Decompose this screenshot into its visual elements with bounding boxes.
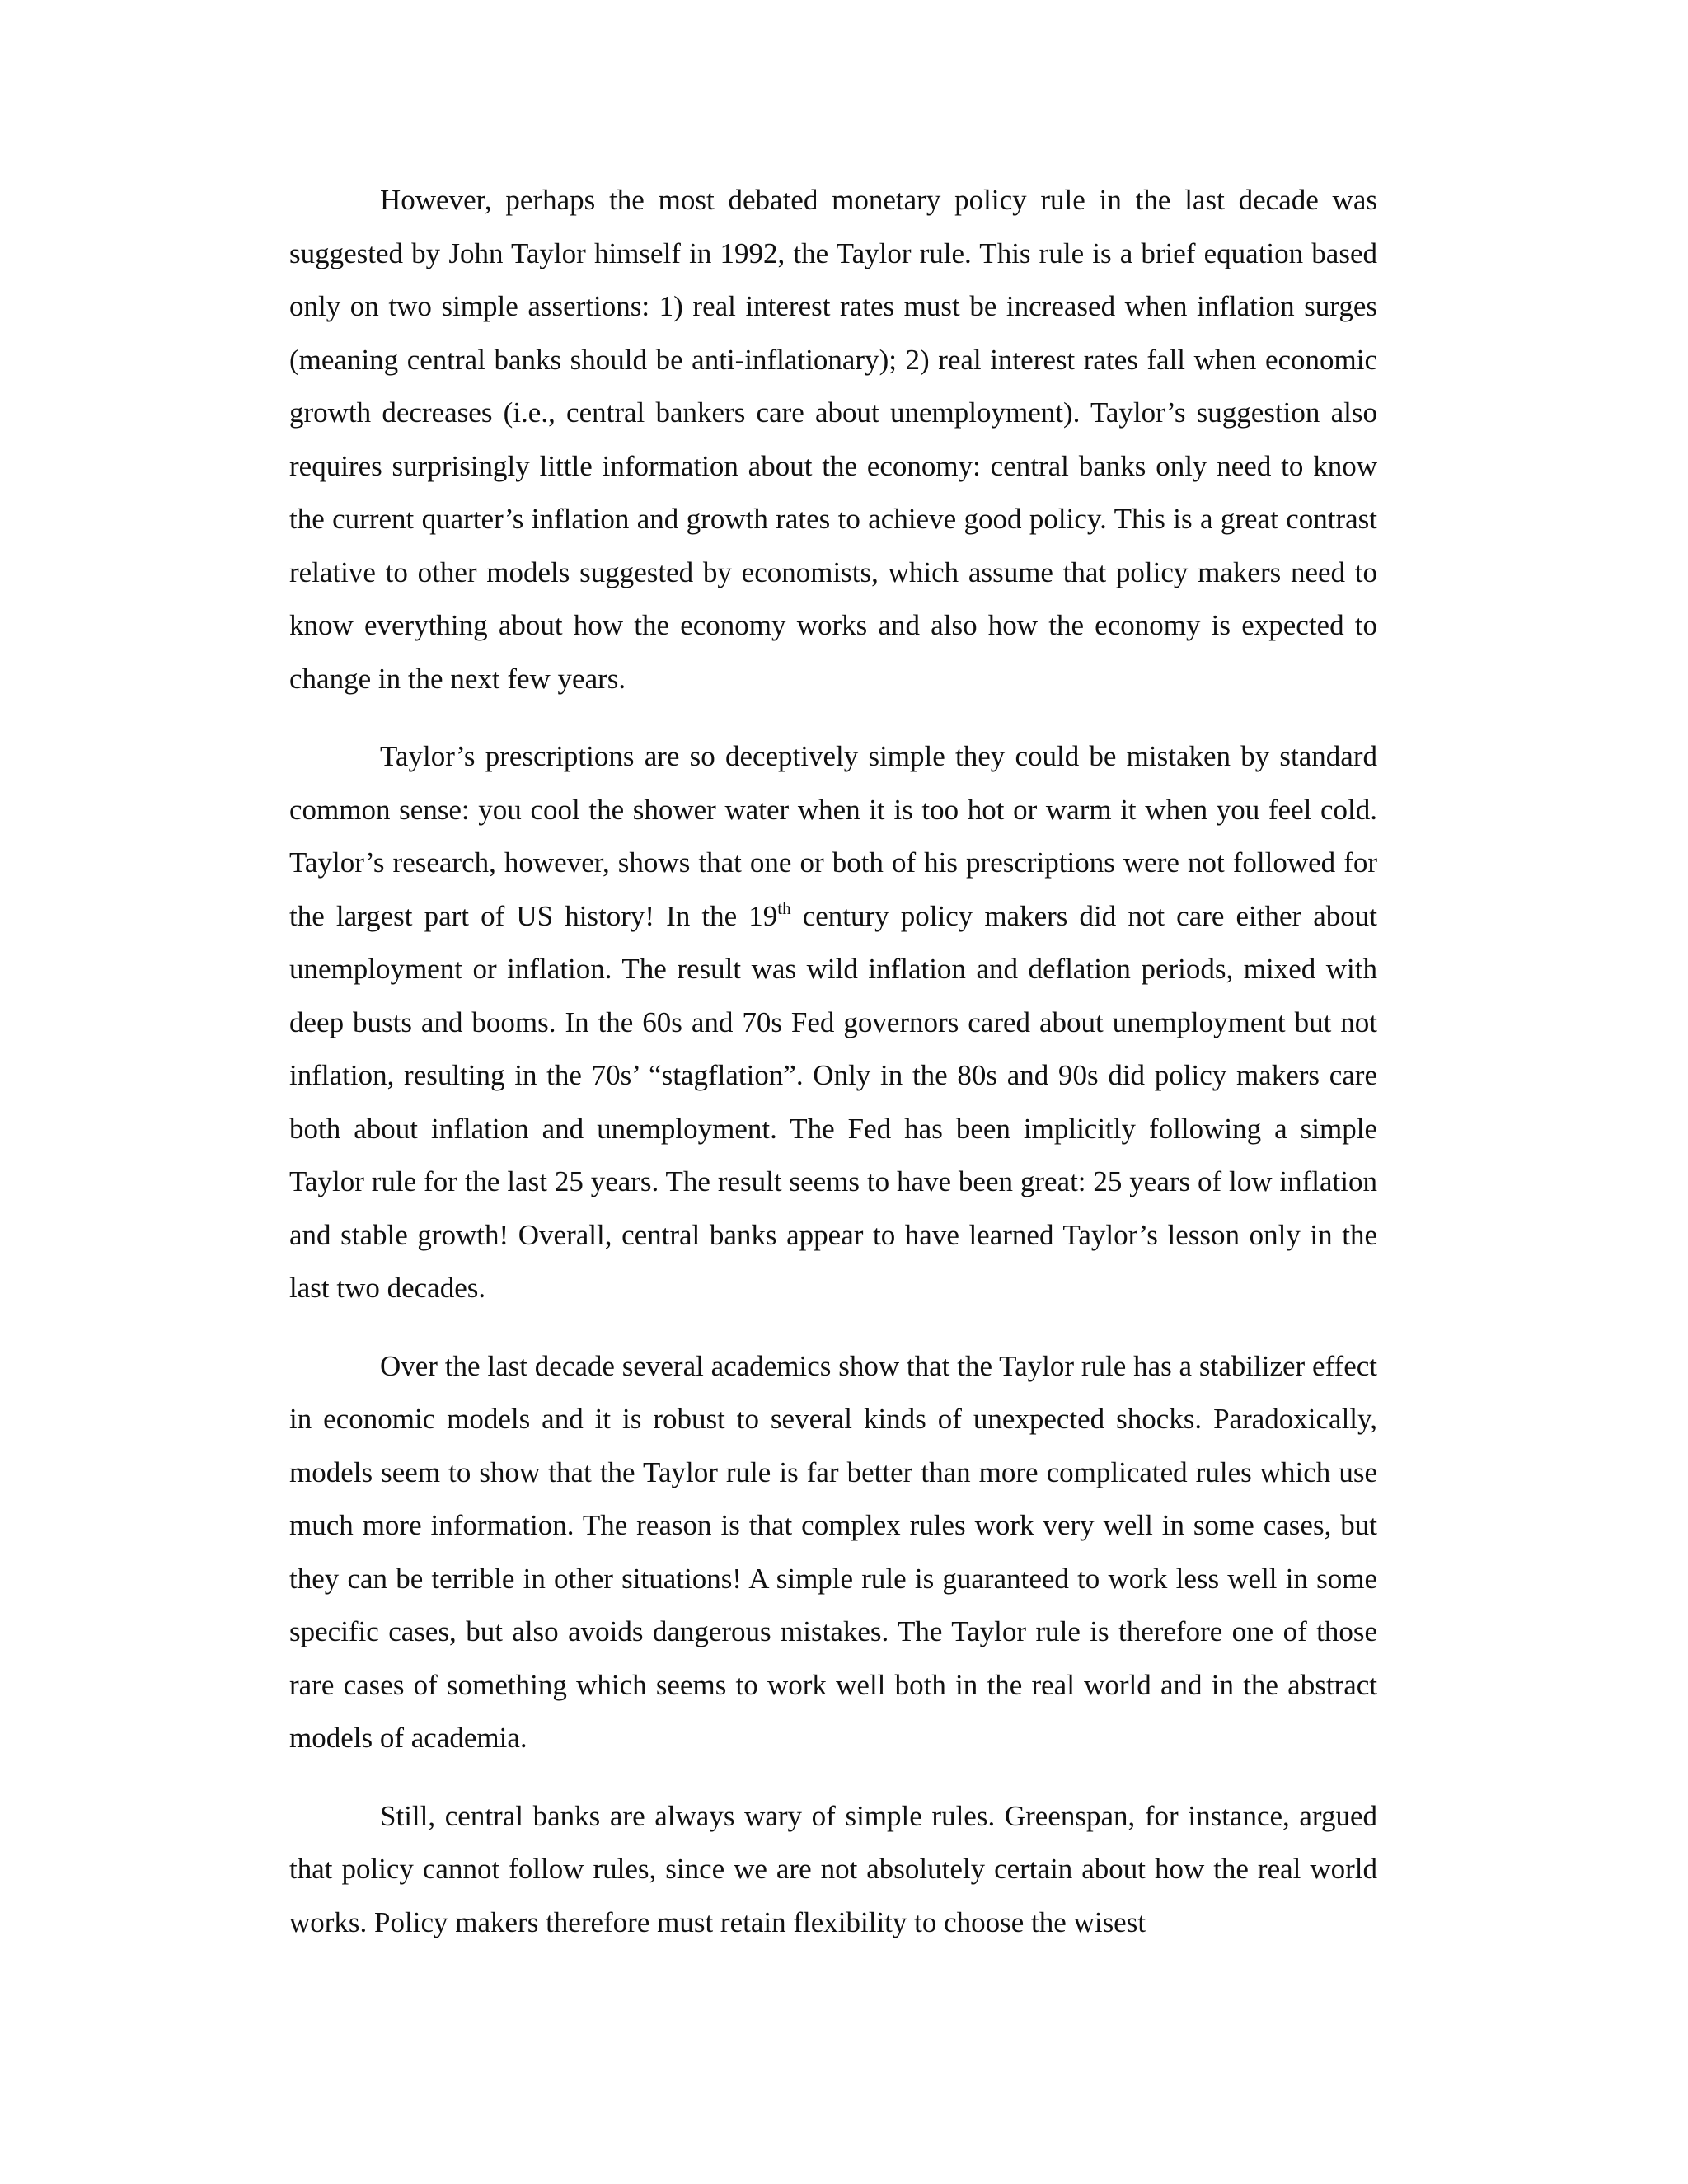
document-page [289,174,1377,1949]
paragraph-text-before-superscript: Taylor’s prescriptions are so deceptively simple they could be mistaken by standard common sense: you cool the shower water when it is too hot or warm it when you feel cold. Taylor’s research, however, shows that one or both of his prescriptions were not followed for the largest part of US history! In the 19 [289,740,1377,932]
paragraph-taylor-prescriptions [289,730,1377,1315]
ordinal-superscript: th [777,898,791,918]
paragraph-central-banks-wary: Still, central banks are always wary of simple rules. Greenspan, for instance, argued that policy cannot follow rules, since we are not absolutely certain about how the real world works. Policy makers therefore must retain flexibility to choose the wisest [289,1799,1377,1938]
paragraph-taylor-rule-intro: However, perhaps the most debated monetary policy rule in the last decade was suggested by John Taylor himself in 1992, the Taylor rule. This rule is a brief equation based only on two simple assertions: 1) real interest rates must be increased when inflation surges (meaning central banks should be anti-inflationary); 2) real interest rates fall when economic growth decreases (i.e., central bankers care about unemployment). Taylor’s suggestion also requires surprisingly little information about the economy: central banks only need to know the current quarter’s inflation and growth rates to achieve good policy. This is a great contrast relative to other models suggested by economists, which assume that policy makers need to know everything about how the economy works and also how the economy is expected to change in the next few years. [289,184,1377,695]
paragraph-text-after-superscript: century policy makers did not care either about unemployment or inflation. The result was wild inflation and deflation periods, mixed with deep busts and booms. In the 60s and 70s Fed governors cared about unemployment but not inflation, resulting in the 70s’ “stagflation”. Only in the 80s and 90s did policy makers care both about inflation and unemployment. The Fed has been implicitly following a simple Taylor rule for the last 25 years. The result seems to have been great: 25 years of low inflation and stable growth! Overall, central banks appear to have learned Taylor’s lesson only in the last two decades. [289,899,1378,1304]
paragraph-academic-evidence: Over the last decade several academics show that the Taylor rule has a stabilizer effect in economic models and it is robust to several kinds of unexpected shocks. Paradoxically, models seem to show that the Taylor rule is far better than more complicated rules which use much more information. The reason is that complex rules work very well in some cases, but they can be terrible in other situations! A simple rule is guaranteed to work less well in some specific cases, but also avoids dangerous mistakes. The Taylor rule is therefore one of those rare cases of something which seems to work well both in the real world and in the abstract models of academia. [289,1349,1377,1754]
